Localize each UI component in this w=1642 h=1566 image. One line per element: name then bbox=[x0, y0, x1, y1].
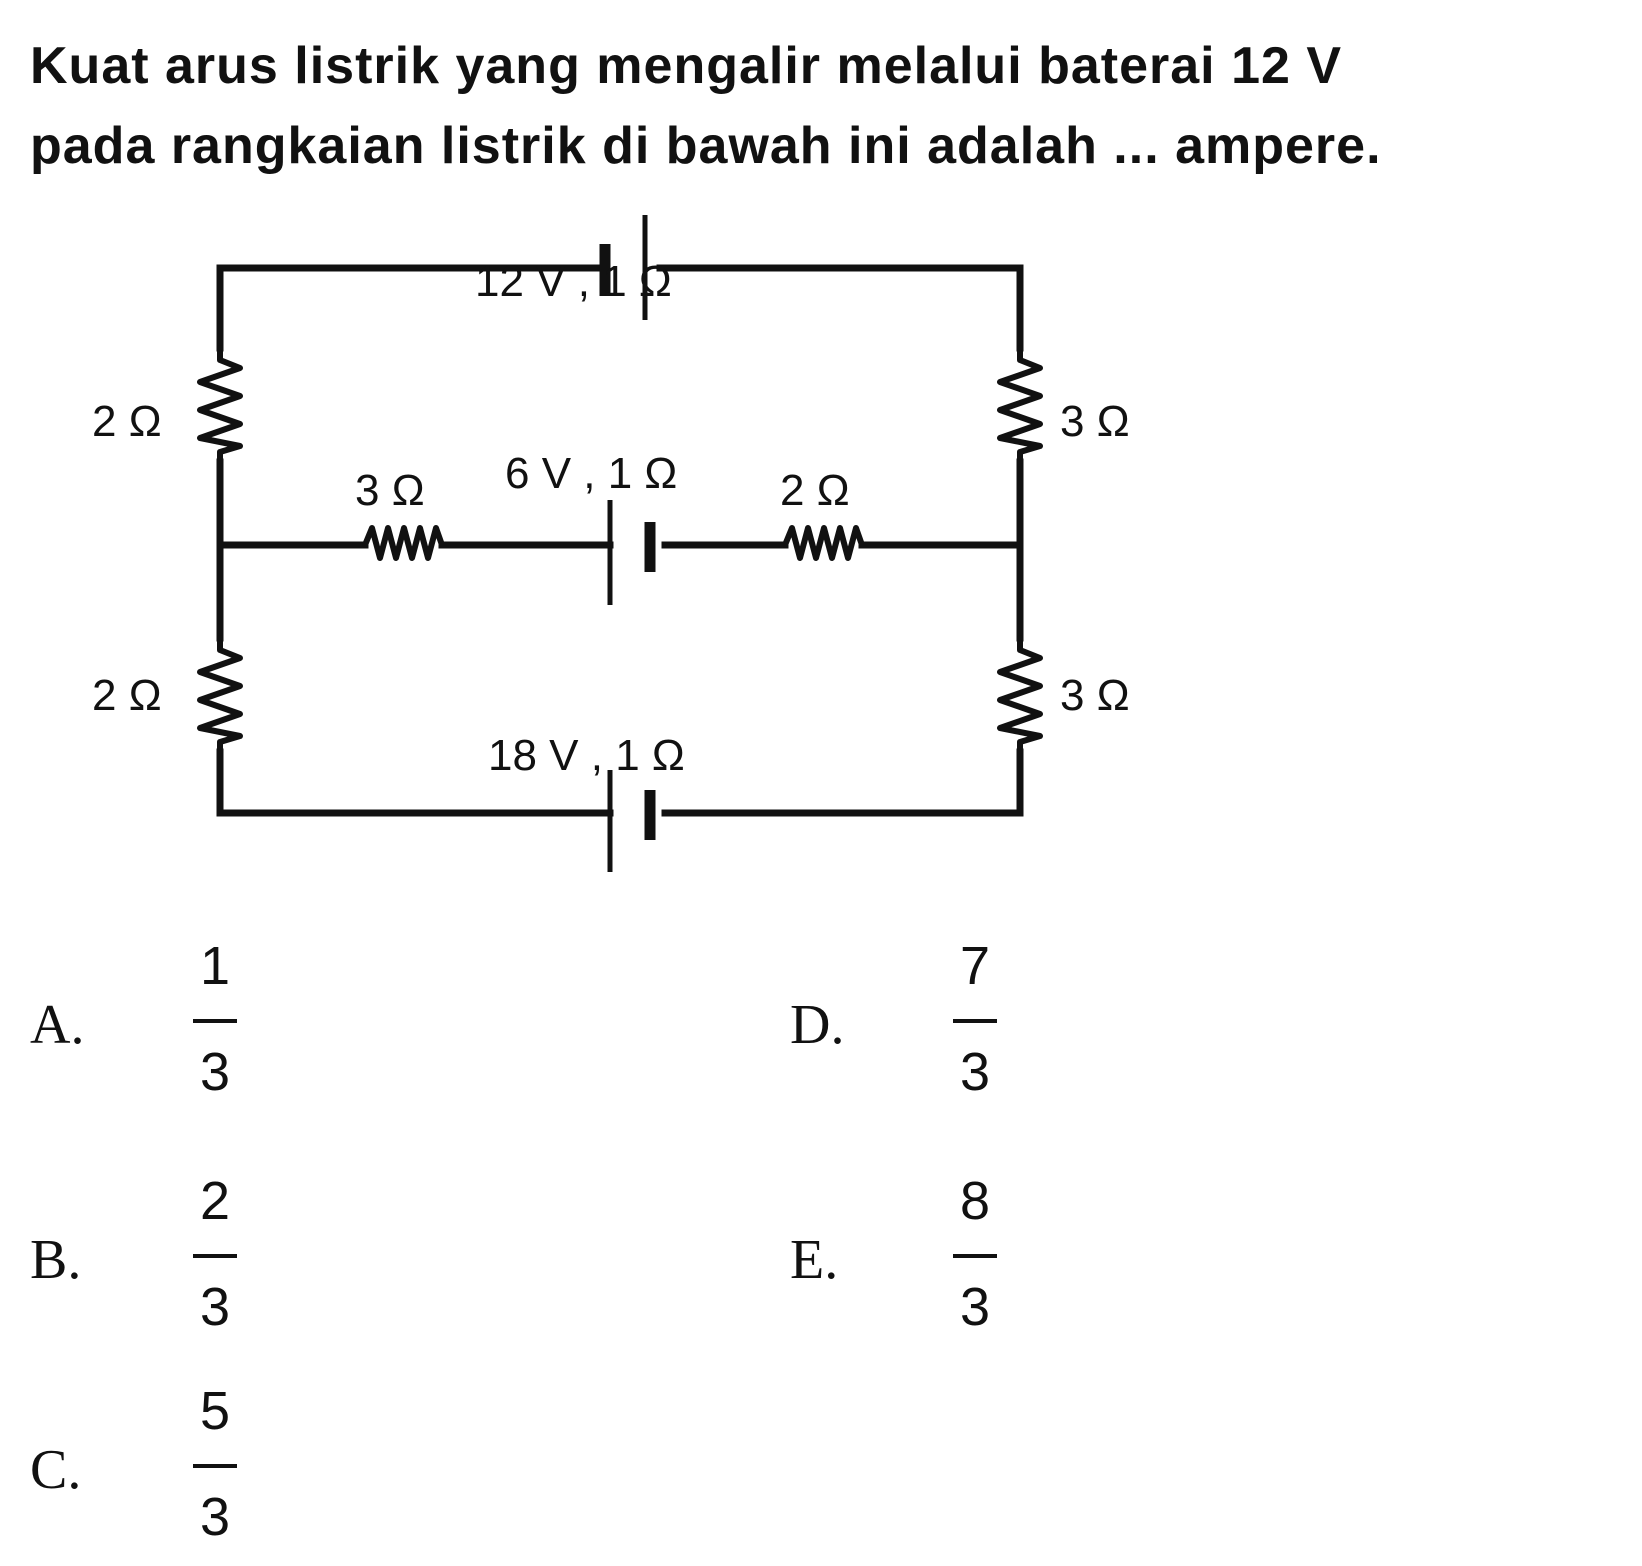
middle-left-resistor-label: 3 Ω bbox=[355, 466, 425, 515]
option-c-denominator: 3 bbox=[199, 1487, 231, 1547]
left-lower-resistor-label: 2 Ω bbox=[92, 671, 162, 720]
option-a-denominator: 3 bbox=[199, 1042, 231, 1102]
battery-middle-label: 6 V , 1 Ω bbox=[505, 449, 678, 498]
right-lower-resistor-label: 3 Ω bbox=[1060, 671, 1130, 720]
middle-branch bbox=[220, 500, 1020, 605]
option-a-fraction bbox=[175, 935, 255, 1103]
option-b[interactable] bbox=[30, 1170, 360, 1370]
option-e-letter: E. bbox=[790, 1229, 839, 1291]
option-e-numerator: 8 bbox=[959, 1171, 991, 1231]
option-b-letter: B. bbox=[30, 1229, 82, 1291]
option-c-numerator: 5 bbox=[199, 1381, 231, 1441]
option-a[interactable] bbox=[30, 935, 360, 1135]
right-upper-resistor-label: 3 Ω bbox=[1060, 397, 1130, 446]
option-c-fraction bbox=[175, 1380, 255, 1548]
option-e-fraction bbox=[935, 1170, 1015, 1338]
option-a-numerator: 1 bbox=[199, 936, 231, 996]
left-upper-resistor-label: 2 Ω bbox=[92, 397, 162, 446]
option-d-fraction bbox=[935, 935, 1015, 1103]
fraction-bar bbox=[193, 1254, 237, 1258]
question-line-1: Kuat arus listrik yang mengalir melalui baterai 12 V bbox=[30, 37, 1343, 95]
fraction-bar bbox=[193, 1464, 237, 1468]
left-lower-resistor bbox=[200, 638, 240, 752]
option-b-denominator: 3 bbox=[199, 1277, 231, 1337]
option-d-denominator: 3 bbox=[959, 1042, 991, 1102]
option-c-letter: C. bbox=[30, 1439, 82, 1501]
left-upper-resistor bbox=[200, 348, 240, 462]
option-b-numerator: 2 bbox=[199, 1171, 231, 1231]
right-lower-resistor bbox=[1000, 638, 1040, 752]
option-d[interactable] bbox=[790, 935, 1120, 1135]
right-branch bbox=[1000, 268, 1040, 813]
middle-right-resistor-label: 2 Ω bbox=[780, 466, 850, 515]
option-c[interactable] bbox=[30, 1380, 360, 1566]
left-branch bbox=[200, 268, 240, 813]
fraction-bar bbox=[193, 1019, 237, 1023]
option-e-denominator: 3 bbox=[959, 1277, 991, 1337]
battery-bottom-label: 18 V , 1 Ω bbox=[488, 731, 685, 780]
middle-left-resistor bbox=[365, 528, 442, 558]
battery-top-label: 12 V , 1 Ω bbox=[475, 257, 672, 306]
bottom-branch bbox=[220, 770, 1020, 872]
option-d-letter: D. bbox=[790, 994, 845, 1056]
middle-right-resistor bbox=[785, 528, 862, 558]
option-d-numerator: 7 bbox=[959, 936, 991, 996]
option-a-letter: A. bbox=[30, 994, 85, 1056]
fraction-bar bbox=[953, 1254, 997, 1258]
option-e[interactable] bbox=[790, 1170, 1120, 1370]
option-b-fraction bbox=[175, 1170, 255, 1338]
right-upper-resistor bbox=[1000, 348, 1040, 462]
question-line-2: pada rangkaian listrik di bawah ini adalah ... ampere. bbox=[30, 117, 1382, 175]
fraction-bar bbox=[953, 1019, 997, 1023]
